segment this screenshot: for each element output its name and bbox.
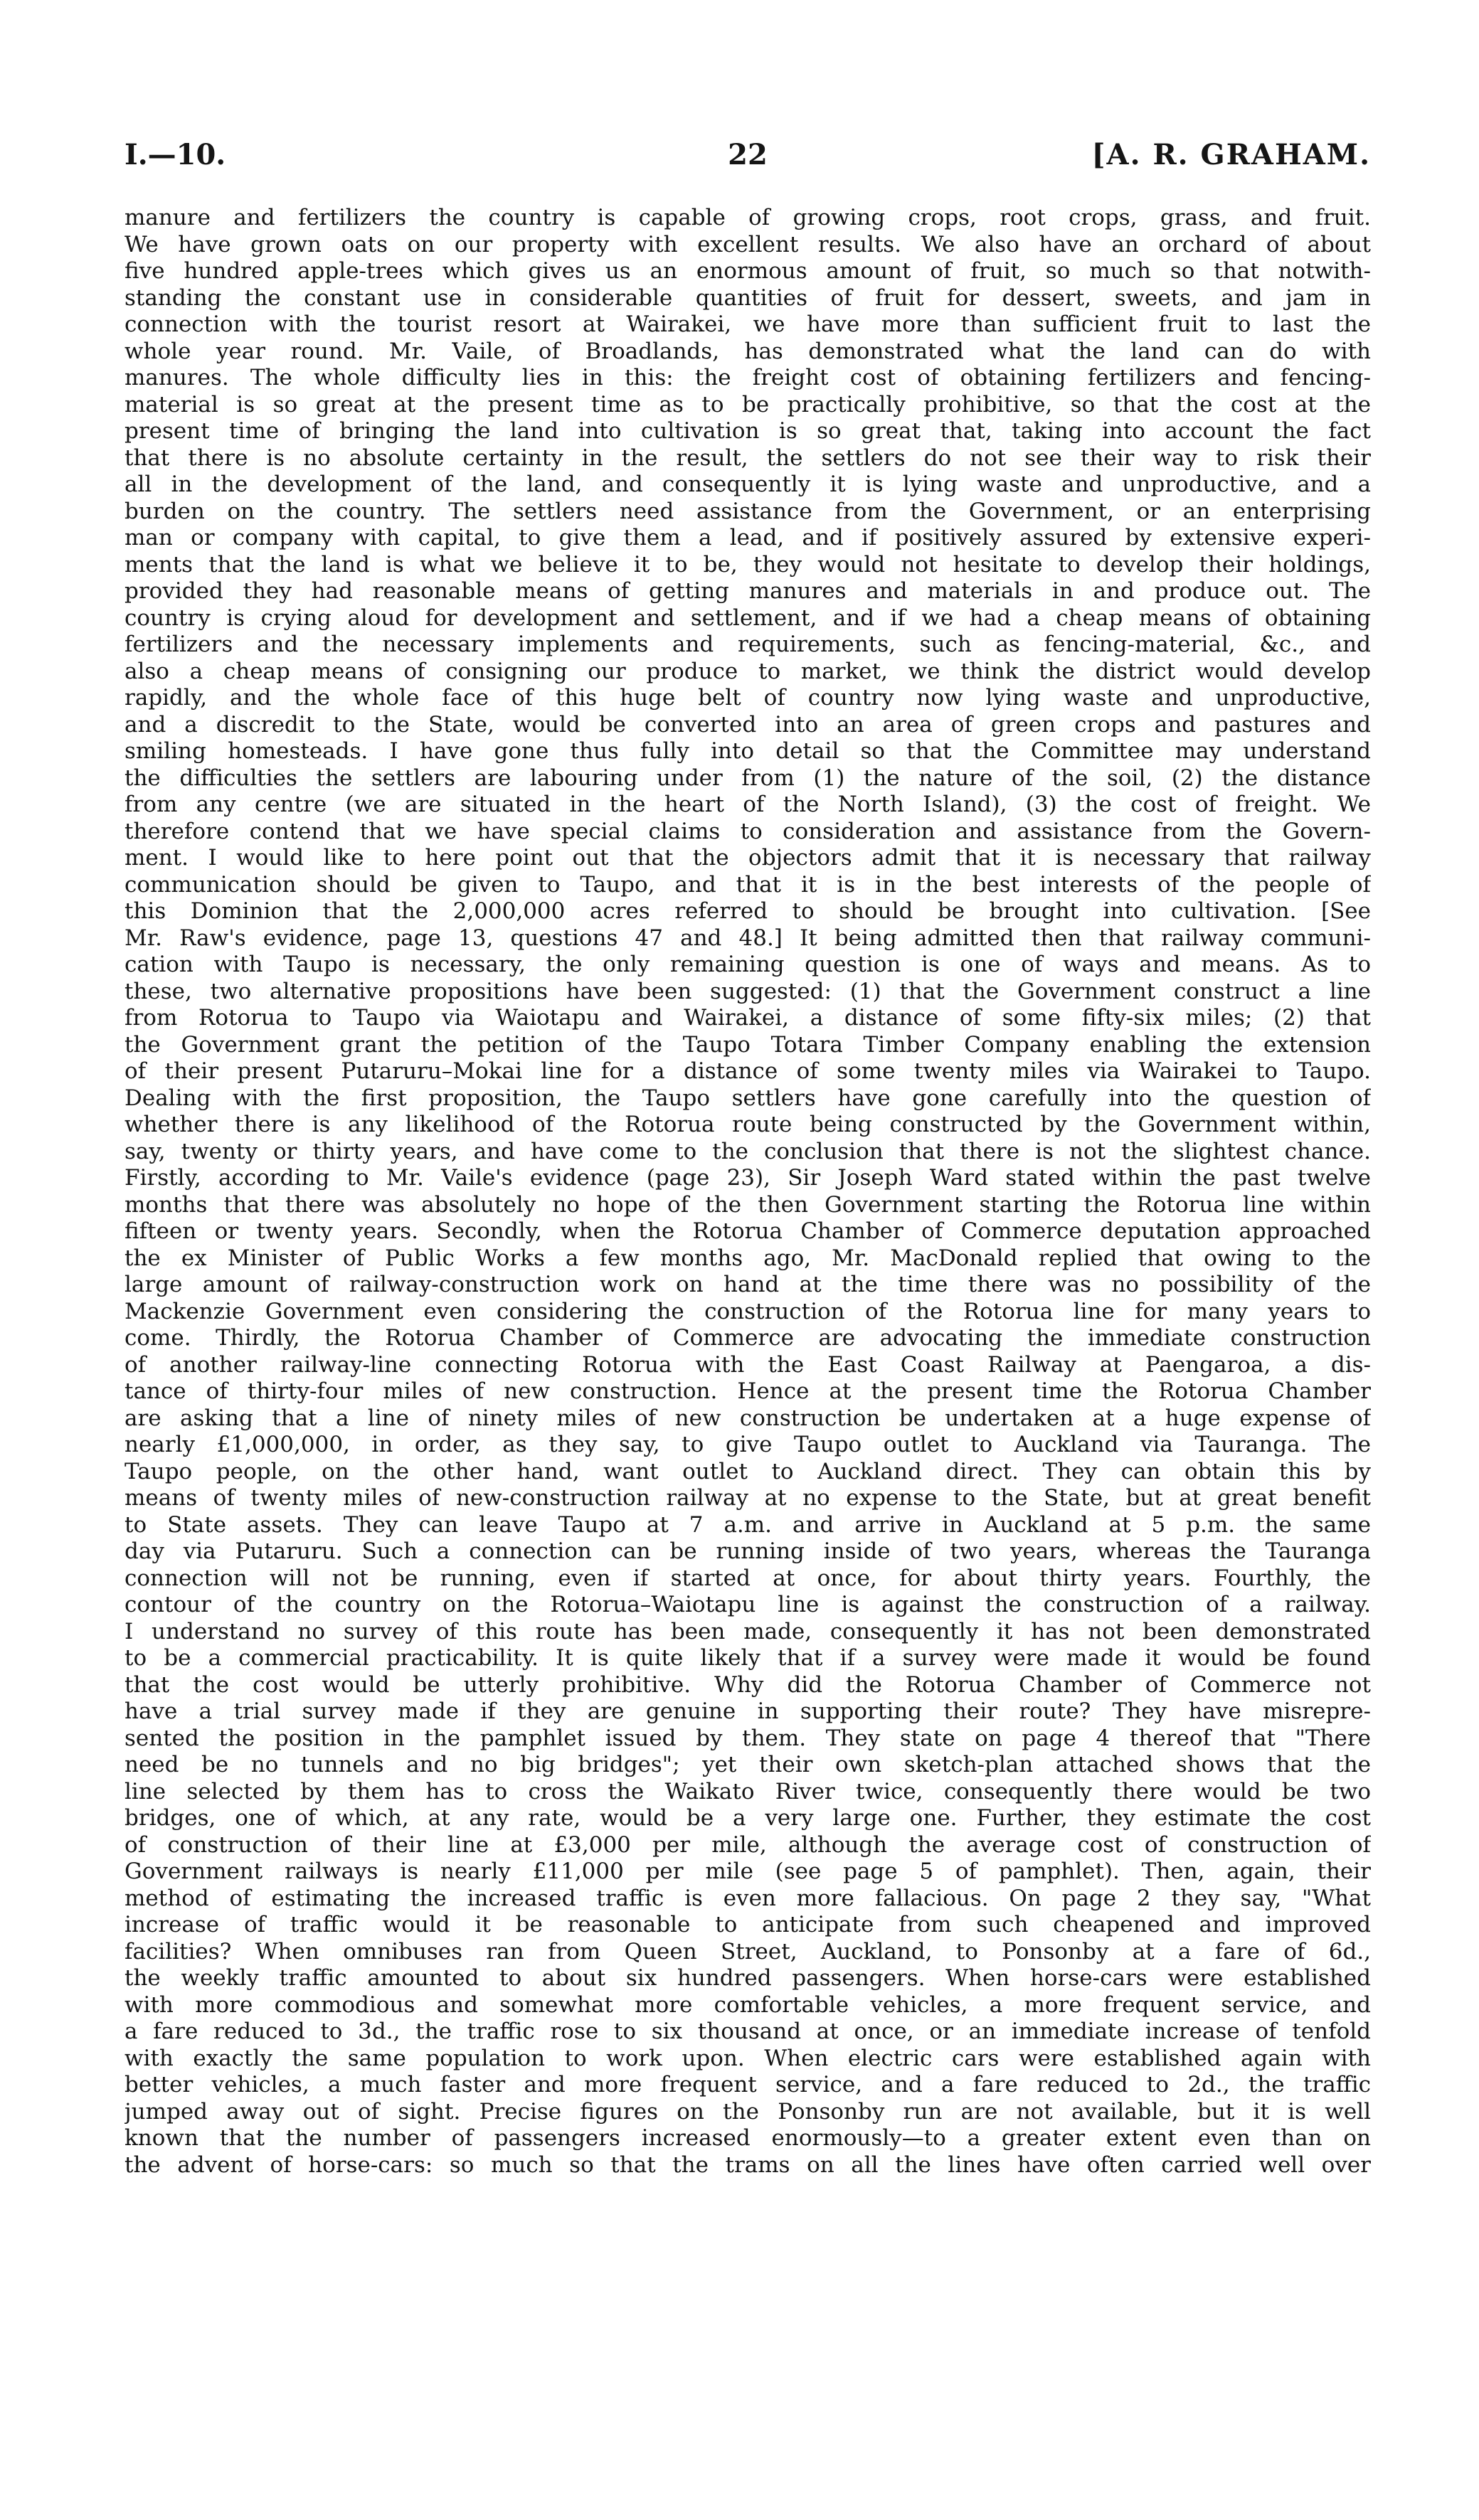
text-line: to State assets. They can leave Taupo at 7 a.m. and arrive in Auckland at 5 p.m. the same [124, 1511, 1371, 1538]
text-line: need be no tunnels and no big bridges"; yet their own sketch-plan attached shows that the [124, 1752, 1371, 1777]
text-line: fertilizers and the necessary implements and requirements, such as fencing-material, &c., and [124, 632, 1371, 657]
text-line: a fare reduced to 3d., the traffic rose to six thousand at once, or an immediate increase of tenfold [124, 2019, 1371, 2044]
text-line: We have grown oats on our property with excellent results. We also have an orchard of about [124, 231, 1371, 257]
text-line: better vehicles, a much faster and more frequent service, and a fare reduced to 2d., the traffic [124, 2072, 1371, 2098]
text-line: ments that the land is what we believe it to be, they would not hesitate to develop their holdings, [124, 551, 1371, 578]
text-line: have a trial survey made if they are genuine in supporting their route? They have misrepre- [124, 1698, 1371, 1724]
text-line: and a discredit to the State, would be converted into an area of green crops and pastures and [124, 711, 1371, 738]
page-number: 22 [728, 138, 768, 171]
text-line: fifteen or twenty years. Secondly, when the Rotorua Chamber of Commerce deputation approached [124, 1218, 1371, 1244]
text-line: known that the number of passengers increased enormously—to a greater extent even than on [124, 2125, 1371, 2151]
text-line: manure and fertilizers the country is capable of growing crops, root crops, grass, and fruit. [124, 205, 1371, 230]
text-line: Mackenzie Government even considering the construction of the Rotorua line for many years to [124, 1298, 1371, 1324]
text-line: this Dominion that the 2,000,000 acres referred to should be brought into cultivation. [See [124, 898, 1371, 924]
text-line: whether there is any likelihood of the Rotorua route being constructed by the Government within, [124, 1112, 1371, 1137]
text-line: of their present Putaruru–Mokai line for a distance of some twenty miles via Wairakei to Taupo. [124, 1058, 1371, 1084]
text-line: contour of the country on the Rotorua–Waiotapu line is against the construction of a railway. [124, 1592, 1371, 1617]
text-line: line selected by them has to cross the Waikato River twice, consequently there would be two [124, 1778, 1371, 1804]
text-line: from any centre (we are situated in the heart of the North Island), (3) the cost of freight. We [124, 792, 1371, 817]
text-line: communication should be given to Taupo, and that it is in the best interests of the people of [124, 871, 1371, 898]
text-line: sented the position in the pamphlet issued by them. They state on page 4 thereof that "There [124, 1725, 1371, 1751]
text-line: increase of traffic would it be reasonable to anticipate from such cheapened and improved [124, 1912, 1371, 1937]
text-line: are asking that a line of ninety miles of new construction be undertaken at a huge expense of [124, 1405, 1371, 1431]
text-line: ment. I would like to here point out that the objectors admit that it is necessary that railway [124, 845, 1371, 871]
text-line: come. Thirdly, the Rotorua Chamber of Commerce are advocating the immediate construction [124, 1325, 1371, 1351]
body-text [124, 205, 1371, 2179]
text-line: five hundred apple-trees which gives us an enormous amount of fruit, so much so that notwith- [124, 258, 1371, 284]
text-line: country is crying aloud for development and settlement, and if we had a cheap means of obtaining [124, 605, 1371, 631]
text-line: manures. The whole difficulty lies in this: the freight cost of obtaining fertilizers and fencing- [124, 365, 1371, 390]
text-line: Government railways is nearly £11,000 per mile (see page 5 of pamphlet). Then, again, their [124, 1859, 1371, 1884]
text-line: means of twenty miles of new-construction railway at no expense to the State, but at great benefit [124, 1485, 1371, 1511]
text-line: man or company with capital, to give them a lead, and if positively assured by extensive experi- [124, 525, 1371, 551]
witness-name: [A. R. GRAHAM. [1091, 138, 1371, 171]
text-line: the difficulties the settlers are labouring under from (1) the nature of the soil, (2) the distance [124, 765, 1371, 791]
text-line: connection will not be running, even if started at once, for about thirty years. Fourthly, the [124, 1565, 1371, 1591]
text-line: say, twenty or thirty years, and have come to the conclusion that there is not the slightest chance. [124, 1138, 1371, 1164]
text-line: the advent of horse-cars: so much so that the trams on all the lines have often carried well over [124, 2152, 1371, 2178]
text-line: cation with Taupo is necessary, the only remaining question is one of ways and means. As to [124, 952, 1371, 977]
text-line: jumped away out of sight. Precise figures on the Ponsonby run are not available, but it is well [124, 2098, 1371, 2125]
text-line: of construction of their line at £3,000 per mile, although the average cost of construction of [124, 1831, 1371, 1858]
text-line: all in the development of the land, and consequently it is lying waste and unproductive, and a [124, 472, 1371, 497]
text-line: present time of bringing the land into cultivation is so great that, taking into account the fact [124, 418, 1371, 444]
text-line: with more commodious and somewhat more comfortable vehicles, a more frequent service, and [124, 1992, 1371, 2018]
text-line: of another railway-line connecting Rotorua with the East Coast Railway at Paengaroa, a dis- [124, 1351, 1371, 1378]
text-line: that the cost would be utterly prohibitive. Why did the Rotorua Chamber of Commerce not [124, 1671, 1371, 1698]
text-line: Firstly, according to Mr. Vaile's evidence (page 23), Sir Joseph Ward stated within the past twelve [124, 1165, 1371, 1191]
page-header [124, 134, 1371, 176]
text-line: also a cheap means of consigning our produce to market, we think the district would develop [124, 658, 1371, 684]
text-line: with exactly the same population to work upon. When electric cars were established again with [124, 2045, 1371, 2071]
text-line: method of estimating the increased traffic is even more fallacious. On page 2 they say, "What [124, 1885, 1371, 1911]
text-line: standing the constant use in considerable quantities of fruit for dessert, sweets, and jam in [124, 285, 1371, 311]
text-line: nearly £1,000,000, in order, as they say, to give Taupo outlet to Auckland via Tauranga. The [124, 1432, 1371, 1457]
text-line: smiling homesteads. I have gone thus fully into detail so that the Committee may understand [124, 738, 1371, 764]
text-line: the ex Minister of Public Works a few months ago, Mr. MacDonald replied that owing to the [124, 1245, 1371, 1271]
text-line: whole year round. Mr. Vaile, of Broadlands, has demonstrated what the land can do with [124, 338, 1371, 364]
text-line: connection with the tourist resort at Wairakei, we have more than sufficient fruit to last the [124, 312, 1371, 337]
text-line: material is so great at the present time as to be practically prohibitive, so that the cost at the [124, 391, 1371, 418]
text-line: large amount of railway-construction work on hand at the time there was no possibility of the [124, 1272, 1371, 1297]
text-line: Taupo people, on the other hand, want outlet to Auckland direct. They can obtain this by [124, 1458, 1371, 1484]
text-line: Dealing with the first proposition, the Taupo settlers have gone carefully into the question of [124, 1085, 1371, 1111]
text-line: I understand no survey of this route has been made, consequently it has not been demonstrated [124, 1618, 1371, 1644]
text-line: from Rotorua to Taupo via Waiotapu and Wairakei, a distance of some fifty-six miles; (2) that [124, 1005, 1371, 1031]
text-line: rapidly, and the whole face of this huge belt of country now lying waste and unproductive, [124, 685, 1371, 711]
text-line: Mr. Raw's evidence, page 13, questions 47 and 48.] It being admitted then that railway communi- [124, 925, 1371, 951]
text-line: the weekly traffic amounted to about six hundred passengers. When horse-cars were established [124, 1965, 1371, 1991]
text-line: therefore contend that we have special claims to consideration and assistance from the Govern- [124, 818, 1371, 844]
text-line: tance of thirty-four miles of new construction. Hence at the present time the Rotorua Chamber [124, 1378, 1371, 1404]
text-line: day via Putaruru. Such a connection can be running inside of two years, whereas the Tauranga [124, 1538, 1371, 1564]
text-line: burden on the country. The settlers need assistance from the Government, or an enterprising [124, 498, 1371, 524]
text-line: the Government grant the petition of the Taupo Totara Timber Company enabling the extension [124, 1031, 1371, 1058]
text-line: to be a commercial practicability. It is quite likely that if a survey were made it would be found [124, 1645, 1371, 1671]
text-line: these, two alternative propositions have been suggested: (1) that the Government construct a line [124, 978, 1371, 1004]
paper-reference: I.—10. [124, 138, 226, 171]
text-line: provided they had reasonable means of getting manures and materials in and produce out. The [124, 578, 1371, 604]
text-line: months that there was absolutely no hope of the then Government starting the Rotorua line within [124, 1191, 1371, 1218]
text-line: bridges, one of which, at any rate, would be a very large one. Further, they estimate the cost [124, 1805, 1371, 1831]
text-line: that there is no absolute certainty in the result, the settlers do not see their way to risk their [124, 445, 1371, 471]
text-line: facilities? When omnibuses ran from Queen Street, Auckland, to Ponsonby at a fare of 6d., [124, 1938, 1371, 1965]
